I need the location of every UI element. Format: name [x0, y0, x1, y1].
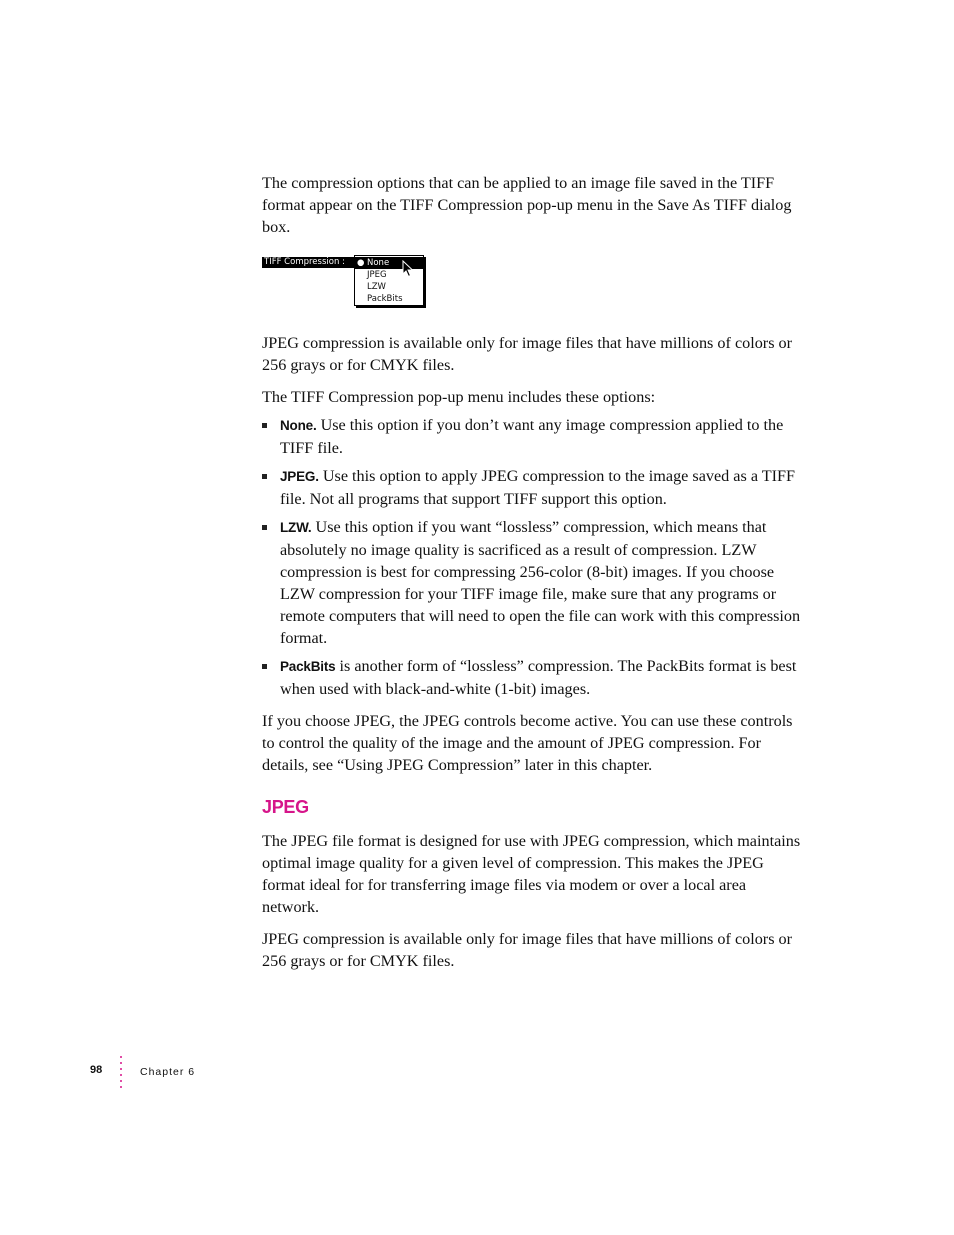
jpeg-format-paragraph: The JPEG file format is designed for use with JPEG compression, which maintains optimal image quality for a given level of compression. This makes the JPEG format ideal for for transferring image files via modem or over a local area network. [262, 832, 801, 916]
body-block-1 [262, 332, 807, 776]
menu-item-jpeg[interactable]: JPEG [367, 270, 387, 280]
arrow-cursor-icon [402, 260, 414, 278]
option-description: Use this option if you don’t want any image compression applied to the TIFF file. [280, 416, 784, 457]
intro-paragraph: The compression options that can be applied to an image file saved in the TIFF format appear on the TIFF Compression pop-up menu in the Save As TIFF dialog box. [262, 174, 792, 236]
menu-item-none[interactable]: ● None [355, 257, 423, 269]
option-description: Use this option to apply JPEG compression to the image saved as a TIFF file. Not all programs that support TIFF support this option. [280, 467, 796, 508]
jpeg-availability-paragraph-2: JPEG compression is available only for image files that have millions of colors or 256 grays or for CMYK files. [262, 930, 793, 970]
bullet-square-icon [262, 423, 267, 428]
intro-block [262, 172, 807, 238]
list-item-none [262, 414, 807, 459]
bullet-square-icon [262, 664, 267, 669]
option-term: None. [280, 418, 317, 433]
list-item-lzw [262, 516, 807, 649]
menu-item-packbits[interactable]: PackBits [367, 294, 403, 304]
menu-item-lzw[interactable]: LZW [367, 282, 386, 292]
footer-dotted-rule [120, 1056, 124, 1092]
options-intro-paragraph: The TIFF Compression pop-up menu includes these options: [262, 388, 656, 406]
page-number: 98 [90, 1064, 103, 1076]
option-term: PackBits [280, 659, 336, 674]
option-description: is another form of “lossless” compression. The PackBits format is best when used with black-and-white (1-bit) images. [280, 657, 797, 698]
jpeg-availability-paragraph: JPEG compression is available only for image files that have millions of colors or 256 grays or for CMYK files. [262, 334, 793, 374]
tiff-compression-popup-figure [262, 255, 427, 309]
list-item-packbits [262, 655, 807, 700]
choose-jpeg-paragraph: If you choose JPEG, the JPEG controls become active. You can use these controls to control the quality of the image and the amount of JPEG compression. For details, see “Using JPEG Compression” later in this chapter. [262, 712, 793, 774]
list-item-jpeg [262, 465, 807, 510]
bullet-square-icon [262, 525, 267, 530]
selected-bullet-icon: ● [357, 258, 365, 268]
tiff-compression-label: TIFF Compression : [262, 257, 354, 268]
jpeg-section [262, 796, 807, 972]
chapter-label: Chapter 6 [140, 1066, 196, 1078]
section-heading-jpeg: JPEG [262, 797, 309, 817]
option-term: LZW. [280, 520, 312, 535]
option-term: JPEG. [280, 469, 319, 484]
bullet-square-icon [262, 474, 267, 479]
option-description: Use this option if you want “lossless” compression, which means that absolutely no image quality is sacrificed as a result of compression. LZW compression is best for compressing 256-color (8-bit) images. If you choose LZW compression for your TIFF image file, make sure that any programs or remote computers that will need to open the file can work with this compression format. [280, 518, 801, 647]
compression-options-list [262, 414, 807, 700]
